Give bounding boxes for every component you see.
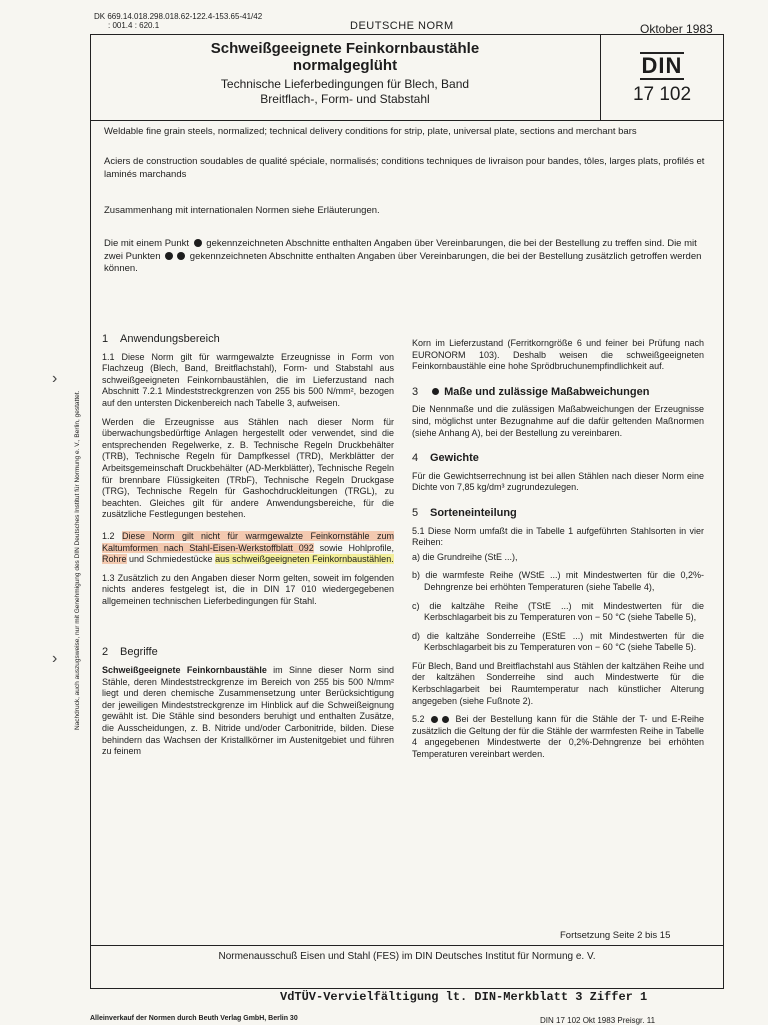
section-5-heading: 5 Sorteneinteilung (412, 506, 517, 519)
list-item-a: a) die Grundreihe (StE ...), (412, 551, 518, 562)
header-divider (90, 120, 724, 121)
para-2: Schweißgeeignete Feinkornbaustähle im Sinne dieser Norm sind Stähle, deren Mindeststreckgrenze im Bereich von 255 bis 500 N/mm² liegt und deren chemische Zusammensetzung unter Berücksichtigung der jeweiligen Mindeststreckgrenze im Hinblick auf die Schweißeignung gewählt ist. Die Stähle sind besonders beruhigt und enthalten Zusätze, die Ausscheidungen, z. B. Nitride und/oder Carbonitride, bilden. Diese behindern das Wachsen der Kristallkörner im Austenitgebiet und führen zu feinem (102, 665, 394, 757)
para-5-1: 5.1 Diese Norm umfaßt die in Tabelle 1 aufgeführten Stahlsorten in vier Reihen: (412, 525, 704, 548)
title-line-1: Schweißgeeignete Feinkornbaustähle (210, 40, 480, 57)
para-1-1b: Werden die Erzeugnisse aus Stählen nach dieser Norm für überwachungsbedürftige Anlagen hergestellt oder verwendet, sind die entsprechenden Regelwerke, z. B. Technische Regeln Druckbehälter (TRB), Technische Regeln für Dampfkessel (TRD), Merkblätter der Arbeitsgemeinschaft Druckbehälter (AD-Merkblätter), Technische Regeln für brennbare Flüssigkeiten (TRbF), Technische Regeln Druckgase (TRG), Technische Regeln für Gashochdruckleitungen (TRGL), zu beachten. Gleiches gilt für andere Anwendungsbereiche, für die zusätzliche Festlegungen bestehen. (102, 416, 394, 520)
para-4: Für die Gewichtserrechnung ist bei allen Stählen nach dieser Norm eine Dichte von 7,85 kg/dm³ zugrundezulegen. (412, 470, 704, 493)
para-1-2: 1.2 Diese Norm gilt nicht für warmgewalzte Feinkornstähle zum Kaltumformen nach Stahl-Eisen-Werkstoffblatt 092 sowie Hohlprofile, Rohre und Schmiedestücke aus schweißgeeigneten Feinkornbaustählen. (102, 530, 394, 565)
vdtuv-stamp: VdTÜV-Vervielfältigung lt. DIN-Merkblatt 3 Ziffer 1 (280, 990, 648, 1004)
din-logo: DIN (641, 53, 683, 78)
left-column (102, 334, 394, 765)
punch-mark-icon: › (52, 370, 58, 387)
para-5-1b: Für Blech, Band und Breitflachstahl aus Stählen der kaltzähen Reihe und der kaltzähen Sonderreihe sind auch Mindestwerte für die Kerbschlagarbeit bei Raumtemperatur nach künstlicher Alterung angegeben (siehe Fußnote 2). (412, 660, 704, 706)
din-number: 17 102 (632, 84, 692, 105)
punkt-note: Die mit einem Punkt gekennzeichneten Abschnitte enthalten Angaben über Vereinbarungen, die bei der Bestellung zu treffen sind. Die mit zwei Punkten gekennzeichneten Abschnitte enthalten Angaben über Vereinbarungen, die bei der Bestellung zusätzlich getroffen werden können. (104, 238, 702, 274)
continuation-note: Fortsetzung Seite 2 bis 15 (560, 930, 671, 941)
section-3-heading: 3 Maße und zulässige Maßabweichungen (412, 385, 650, 398)
section-1-heading: 1 Anwendungsbereich (102, 333, 220, 345)
para-3: Die Nennmaße und die zulässigen Maßabweichungen der Erzeugnisse sind, möglichst unter Bezugnahme auf die dafür geltenden Maßnormen (siehe Anhang A), bei der Bestellung zu vereinbaren. (412, 404, 704, 438)
dk-classification: DK 669.14.018.298.018.62-122.4-153.65-41/42 : 001.4 : 620.1 (94, 12, 263, 30)
subtitle-line-2: Breitflach-, Form- und Stabstahl (260, 92, 430, 106)
title-line-2: normalgeglüht (292, 57, 398, 74)
list-item-d: d) die kaltzähe Sonderreihe (EStE ...) mit Mindestwerten für die Kerbschlagarbeit bis zu Temperaturen von − 60 °C (siehe Tabelle 5). (412, 630, 704, 653)
list-item-b: b) die warmfeste Reihe (WStE ...) mit Mindestwerten für die 0,2%-Dehngrenze bei erhöhten Temperaturen (siehe Tabelle 4), (412, 570, 704, 592)
single-dot-icon (194, 239, 202, 247)
para-5-2: 5.2 Bei der Bestellung kann für die Stähle der T- und E-Reihe zusätzlich die Geltung der für die Stähle der warmfesten Reihe in Tabelle 4 angegebenen Mindestwerte der 0,2%-Dehngrenze bei erhöhten Temperaturen vereinbart werden. (412, 714, 704, 760)
english-title: Weldable fine grain steels, normalized; technical delivery conditions for strip, plate, universal plate, sections and merchant bars (104, 126, 637, 137)
double-dot-icon (165, 252, 173, 260)
din-block (600, 52, 724, 106)
price-reference: DIN 17 102 Okt 1983 Preisgr. 11 (540, 1016, 656, 1025)
para-1-3: 1.3 Zusätzlich zu den Angaben dieser Norm gelten, soweit im folgenden nichts anderes festgelegt ist, die in DIN 17 010 wiedergegebenen allgemeinen technischen Lieferbedingungen für Stahl. (102, 572, 394, 606)
single-dot-icon (432, 388, 439, 395)
para-1-1: 1.1 Diese Norm gilt für warmgewalzte Erzeugnisse in Form von Flachzeug (Blech, Band, Breitflachstahl), Form- und Stabstahl aus schweißgeeigneten Feinkornbaustählen, die im Lieferzustand nach Abschnitt 7.2.1 Mindeststreckgrenzen von 255 bis 500 N/mm², bezogen auf den untersten Dickenbereich nach Tabelle 3, aufweisen. (102, 351, 394, 408)
list-item-c: c) die kaltzähe Reihe (TStE ...) mit Mindestwerten für die Kerbschlagarbeit bis zu Temperaturen von − 50 °C (siehe Tabelle 5), (412, 600, 704, 623)
french-title: Aciers de construction soudables de qualité spéciale, normalisés; conditions techniques de livraison pour bandes, tôles, larges plats, profilés et laminés marchands (104, 156, 705, 180)
section-2-heading: 2 Begriffe (102, 646, 158, 659)
section-4-heading: 4 Gewichte (412, 452, 479, 465)
sales-note: Alleinverkauf der Normen durch Beuth Verlag GmbH, Berlin 30 (90, 1015, 298, 1022)
para-grain-continued: Korn im Lieferzustand (Ferritkorngröße 6 und feiner bei Prüfung nach EURONORM 103). Deshalb weisen die schweißgeeigneten Feinkornbaustähle eine hohe Sprödbruchunempfindlichkeit auf. (412, 338, 704, 372)
punch-mark-icon-2: › (52, 650, 58, 667)
right-column (412, 338, 704, 768)
double-dot-icon-2 (442, 716, 449, 723)
title-block (90, 40, 600, 107)
international-note: Zusammenhang mit internationalen Normen siehe Erläuterungen. (104, 205, 380, 216)
issue-date: Oktober 1983 (640, 22, 713, 36)
double-dot-icon (431, 716, 438, 723)
committee-note: Normenausschuß Eisen und Stahl (FES) im DIN Deutsches Institut für Normung e. V. (218, 951, 596, 962)
subtitle-line-1: Technische Lieferbedingungen für Blech, Band (220, 77, 470, 91)
double-dot-icon-2 (177, 252, 185, 260)
reprint-side-note: Nachdruck, auch auszugsweise, nur mit Genehmigung des DIN Deutsches Institut für Normung e. V., Berlin, gestattet. (74, 390, 81, 730)
norm-label: DEUTSCHE NORM (350, 20, 454, 32)
footer-divider (90, 945, 724, 946)
